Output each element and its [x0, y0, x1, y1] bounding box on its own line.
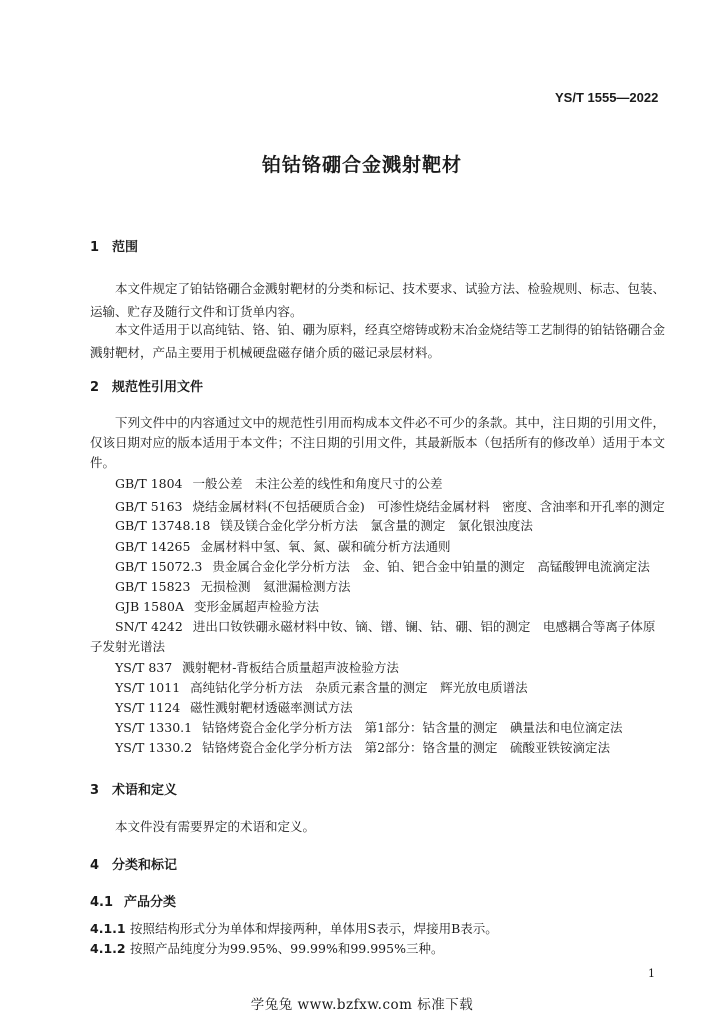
- reference-code: YS/T 1330.1: [115, 720, 193, 735]
- reference-title: 贵金属合金化学分析方法 金、铂、钯合金中铂量的测定 高锰酸钾电流滴定法: [212, 559, 650, 574]
- document-title: 铂钴铬硼合金溅射靶材: [261, 154, 462, 176]
- section-number: 4: [90, 858, 100, 873]
- reference-title: 金属材料中氢、氧、氮、碳和硫分析方法通则: [200, 539, 451, 554]
- clause-number: 4.1.1: [90, 921, 126, 936]
- clause-text: 按照产品纯度分为99.95%、99.99%和99.995%三种。: [130, 941, 444, 956]
- section-number: 3: [90, 783, 100, 798]
- reference-code: YS/T 1330.2: [115, 740, 193, 755]
- reference-item: [115, 698, 353, 718]
- section-4-heading: [90, 854, 177, 873]
- reference-item: [115, 474, 443, 494]
- reference-code: GB/T 15823: [115, 579, 191, 594]
- reference-title: 变形金属超声检验方法: [194, 599, 320, 614]
- section-title: 规范性引用文件: [112, 380, 204, 395]
- reference-title: 无损检测 氦泄漏检测方法: [200, 579, 351, 594]
- reference-item: [115, 597, 319, 617]
- reference-code: GB/T 13748.18: [115, 518, 211, 533]
- scope-paragraph-2: 本文件适用于以高纯钴、铬、铂、硼为原料，经真空熔铸或粉末冶金烧结等工艺制得的铂钴铬硼合金溅射靶材，产品主要用于机械硬盘磁存储介质的磁记录层材料。: [90, 322, 666, 360]
- reference-code: YS/T 1011: [115, 680, 181, 695]
- reference-code: GB/T 14265: [115, 539, 191, 554]
- scope-paragraph-1: 本文件规定了铂钴铬硼合金溅射靶材的分类和标记、技术要求、试验方法、检验规则、标志、包装、运输、贮存及随行文件和订货单内容。: [90, 281, 666, 319]
- reference-item: [115, 516, 533, 536]
- reference-title: 磁性溅射靶材透磁率测试方法: [190, 700, 353, 715]
- section-number: 2: [90, 380, 100, 395]
- reference-code: YS/T 1124: [115, 700, 181, 715]
- references-intro: 下列文件中的内容通过文中的规范性引用而构成本文件必不可少的条款。其中，注日期的引用文件，仅该日期对应的版本适用于本文件；不注日期的引用文件，其最新版本（包括所有的修改单）适用于本文件。: [90, 415, 666, 470]
- reference-title: 进出口钕铁硼永磁材料中钕、镝、镨、镧、钴、硼、铝的测定 电感耦合等离子体原子发射光谱法: [90, 619, 656, 654]
- section-title: 术语和定义: [112, 783, 178, 798]
- reference-item: [115, 718, 623, 738]
- reference-code: SN/T 4242: [115, 619, 183, 634]
- reference-title: 钴铬烤瓷合金化学分析方法 第2部分：铬含量的测定 硫酸亚铁铵滴定法: [202, 740, 611, 755]
- terms-text: 本文件没有需要界定的术语和定义。: [115, 819, 316, 834]
- reference-item: [90, 617, 665, 657]
- reference-title: 溅射靶材-背板结合质量超声波检验方法: [182, 660, 399, 675]
- reference-title: 烧结金属材料(不包括硬质合金) 可渗性烧结金属材料 密度、含油率和开孔率的测定: [192, 499, 665, 514]
- clause-4-1-1: [90, 919, 498, 939]
- reference-code: YS/T 837: [115, 660, 173, 675]
- reference-item: [115, 497, 665, 517]
- reference-code: GB/T 15072.3: [115, 559, 203, 574]
- subsection-title: 产品分类: [124, 895, 177, 910]
- section-3-heading: [90, 779, 177, 798]
- reference-item: [115, 658, 399, 678]
- reference-title: 镁及镁合金化学分析方法 氯含量的测定 氯化银浊度法: [220, 518, 533, 533]
- reference-item: [115, 537, 450, 557]
- reference-item: [115, 738, 610, 758]
- reference-item: [115, 678, 528, 698]
- clause-4-1-2: [90, 939, 443, 959]
- clause-text: 按照结构形式分为单体和焊接两种，单体用S表示，焊接用B表示。: [130, 921, 498, 936]
- reference-item: [115, 577, 350, 597]
- footer-watermark: 学兔兔 www.bzfxw.com 标准下载: [250, 997, 474, 1013]
- reference-code: GB/T 5163: [115, 499, 183, 514]
- page-number: 1: [648, 967, 655, 980]
- reference-title: 一般公差 未注公差的线性和角度尺寸的公差: [192, 476, 443, 491]
- reference-item: [115, 557, 650, 577]
- section-number: 1: [90, 240, 100, 255]
- reference-title: 高纯钴化学分析方法 杂质元素含量的测定 辉光放电质谱法: [190, 680, 528, 695]
- section-title: 分类和标记: [112, 858, 178, 873]
- clause-number: 4.1.2: [90, 941, 126, 956]
- section-title: 范围: [112, 240, 139, 255]
- reference-title: 钴铬烤瓷合金化学分析方法 第1部分：钴含量的测定 碘量法和电位滴定法: [202, 720, 623, 735]
- reference-code: GJB 1580A: [115, 599, 184, 614]
- section-2-heading: [90, 376, 203, 395]
- standard-code: YS/T 1555—2022: [555, 90, 659, 105]
- subsection-4-1-heading: [90, 891, 176, 910]
- reference-code: GB/T 1804: [115, 476, 183, 491]
- section-1-heading: [90, 236, 138, 255]
- subsection-number: 4.1: [90, 895, 114, 910]
